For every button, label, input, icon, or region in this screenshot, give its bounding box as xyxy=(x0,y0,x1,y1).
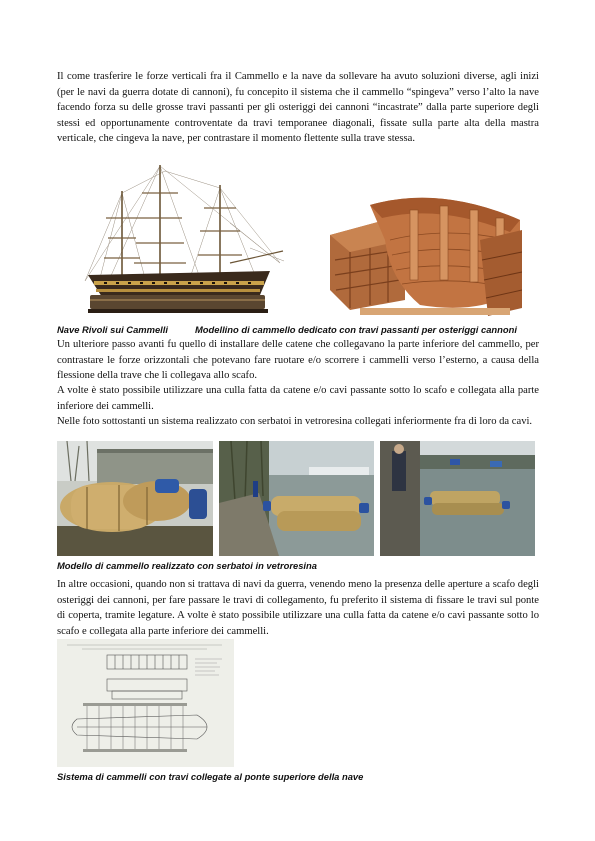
caption-ship-rivoli: Nave Rivoli sui Cammelli xyxy=(57,324,168,335)
caption-camel-model: Modellino di cammello dedicato con travi passanti per osteriggi cannoni xyxy=(195,324,517,335)
camel-system-drawing xyxy=(57,639,234,767)
paragraph-chains: Un ulteriore passo avanti fu quello di installare delle catene che collegavano la parte inferiore del cammello, per contrastare le forze orizzontali che potevano fare ruotare e/o scorrere i cammelli verso l’esterno, a causa della flessione della trave che li collegava allo scafo. xyxy=(57,339,539,382)
caption-fiberglass-tanks: Modello di cammello realizzato con serbatoi in vetroresina xyxy=(57,560,317,571)
fiberglass-tanks-photo-3 xyxy=(380,441,535,556)
paragraph-cradle: A volte è stato possibile utilizzare una culla fatta da catene e/o cavi passante sotto lo scafo e collegata alla parte inferiore dei cammelli. xyxy=(57,385,539,412)
paragraph-deck-lashing: In altre occasioni, quando non si trattava di navi da guerra, venendo meno la presenza delle aperture a scafo degli osteriggi dei cannoni, per fare passare le travi di collegamento, fu preferito il sistema di fissare le travi sul ponte di coperta, tramite legature. A volte è stato possibile utilizzare una culla fatta da catene e/o cavi passante sotto lo scafo e collegata alla parte inferiore dei cammelli. xyxy=(57,579,539,637)
fiberglass-tanks-photo-2 xyxy=(219,441,374,556)
fiberglass-tanks-photo-1 xyxy=(57,441,213,556)
paragraph-intro: Il come trasferire le forze verticali fra il Cammello e la nave da sollevare ha avuto soluzioni diverse, agli inizi (per le navi da guerra dotate di cannoni), fu concepito il sistema che il cammello “spingeva” verso l’alto la nave facendo forza su delle grosse travi passanti per gli osteriggi dei cannoni “incastrate” dalla parte superiore degli stessi ed opportunamente controventate da travi temporanee diagonali, fissate sulla parte alta della mastra verticale, che cingeva la nave, per contrastare il momento flettente sulla trave stessa. xyxy=(57,71,539,145)
caption-drawing: Sistema di cammelli con travi collegate al ponte superiore della nave xyxy=(57,771,364,782)
paragraph-photos: Nelle foto sottostanti un sistema realizzato con serbatoi in vetroresina collegati inferiormente fra di loro da cavi. xyxy=(57,416,533,427)
camel-model-photo xyxy=(330,180,522,317)
ship-rivoli-photo xyxy=(80,163,286,315)
